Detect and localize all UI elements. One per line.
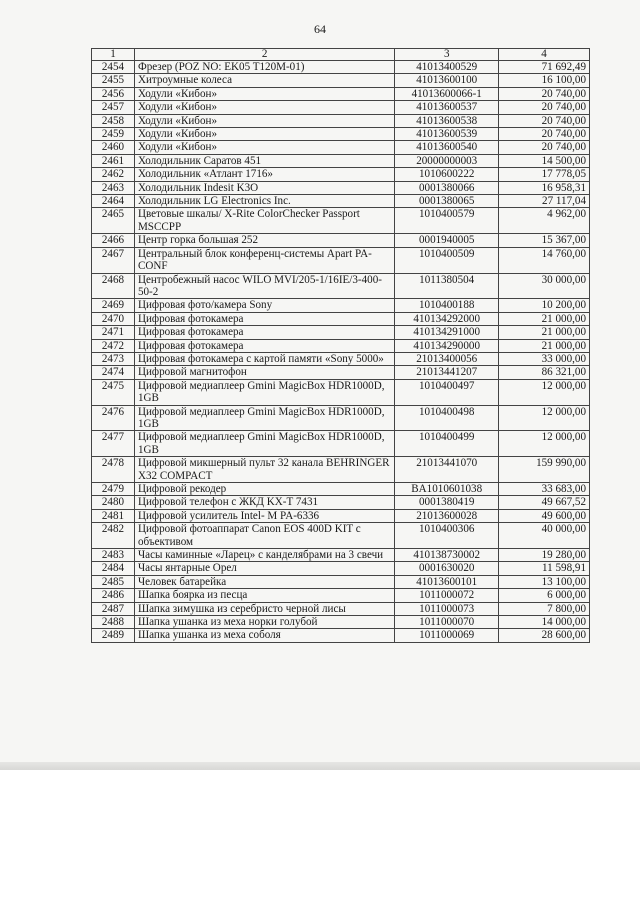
row-number: 2474 xyxy=(92,366,135,379)
table-row xyxy=(92,195,590,208)
item-amount: 14 000,00 xyxy=(499,616,590,629)
table-row xyxy=(92,87,590,100)
item-amount: 10 200,00 xyxy=(499,299,590,312)
table-row xyxy=(92,509,590,522)
item-amount: 159 990,00 xyxy=(499,457,590,483)
inventory-code: 21013600028 xyxy=(395,509,499,522)
row-number: 2484 xyxy=(92,562,135,575)
inventory-code: 0001630020 xyxy=(395,562,499,575)
table-row xyxy=(92,589,590,602)
item-amount: 20 740,00 xyxy=(499,87,590,100)
item-amount: 21 000,00 xyxy=(499,326,590,339)
item-amount: 7 800,00 xyxy=(499,602,590,615)
row-number: 2466 xyxy=(92,234,135,247)
item-amount: 13 100,00 xyxy=(499,575,590,588)
item-name: Холодильник LG Electronics Inc. xyxy=(134,195,394,208)
item-amount: 20 740,00 xyxy=(499,128,590,141)
item-amount: 4 962,00 xyxy=(499,208,590,234)
inventory-code: 1011000070 xyxy=(395,616,499,629)
item-name: Центр горка большая 252 xyxy=(134,234,394,247)
table-row xyxy=(92,234,590,247)
row-number: 2461 xyxy=(92,154,135,167)
row-number: 2486 xyxy=(92,589,135,602)
inventory-code: 410134290000 xyxy=(395,339,499,352)
item-name: Цветовые шкалы/ X-Rite ColorChecker Passport MSCCPP xyxy=(134,208,394,234)
row-number: 2464 xyxy=(92,195,135,208)
item-amount: 28 600,00 xyxy=(499,629,590,642)
row-number: 2485 xyxy=(92,575,135,588)
row-number: 2478 xyxy=(92,457,135,483)
row-number: 2458 xyxy=(92,114,135,127)
row-number: 2470 xyxy=(92,312,135,325)
row-number: 2465 xyxy=(92,208,135,234)
table-row xyxy=(92,312,590,325)
item-name: Ходули «Кибон» xyxy=(134,141,394,154)
row-number: 2479 xyxy=(92,483,135,496)
item-name: Центральный блок конференц-системы Apart PA-CONF xyxy=(134,247,394,273)
table-row xyxy=(92,366,590,379)
item-amount: 6 000,00 xyxy=(499,589,590,602)
item-name: Цифровой магнитофон xyxy=(134,366,394,379)
item-amount: 12 000,00 xyxy=(499,379,590,405)
row-number: 2457 xyxy=(92,101,135,114)
table-row xyxy=(92,168,590,181)
table-row xyxy=(92,247,590,273)
row-number: 2455 xyxy=(92,74,135,87)
inventory-code: 0001380066 xyxy=(395,181,499,194)
item-name: Цифровая фото/камера Sony xyxy=(134,299,394,312)
inventory-code: 41013600540 xyxy=(395,141,499,154)
item-name: Ходули «Кибон» xyxy=(134,87,394,100)
item-name: Шапка зимушка из серебристо черной лисы xyxy=(134,602,394,615)
item-amount: 14 500,00 xyxy=(499,154,590,167)
item-name: Хитроумные колеса xyxy=(134,74,394,87)
item-name: Цифровая фотокамера xyxy=(134,312,394,325)
inventory-code: 1010400499 xyxy=(395,431,499,457)
row-number: 2454 xyxy=(92,61,135,74)
inventory-code: 0001940005 xyxy=(395,234,499,247)
inventory-code: 1010400579 xyxy=(395,208,499,234)
item-name: Цифровой усилитель Intel- M PA-6336 xyxy=(134,509,394,522)
inventory-code: 41013600100 xyxy=(395,74,499,87)
item-name: Цифровой фотоаппарат Canon EOS 400D KIT с объективом xyxy=(134,523,394,549)
item-name: Шапка ушанка из меха соболя xyxy=(134,629,394,642)
item-amount: 71 692,49 xyxy=(499,61,590,74)
table-row xyxy=(92,629,590,642)
table-row xyxy=(92,352,590,365)
item-amount: 30 000,00 xyxy=(499,273,590,299)
item-amount: 17 778,05 xyxy=(499,168,590,181)
inventory-code: 1010400497 xyxy=(395,379,499,405)
row-number: 2471 xyxy=(92,326,135,339)
table-row xyxy=(92,602,590,615)
table-row xyxy=(92,549,590,562)
table-row xyxy=(92,523,590,549)
table-row xyxy=(92,616,590,629)
table-row xyxy=(92,299,590,312)
table-row xyxy=(92,61,590,74)
column-header-amount: 4 xyxy=(499,49,590,61)
item-amount: 11 598,91 xyxy=(499,562,590,575)
item-amount: 12 000,00 xyxy=(499,405,590,431)
item-amount: 19 280,00 xyxy=(499,549,590,562)
table-row xyxy=(92,114,590,127)
column-header-name: 2 xyxy=(134,49,394,61)
item-name: Цифровой медиаплеер Gmini MagicBox HDR1000D, 1GB xyxy=(134,431,394,457)
row-number: 2459 xyxy=(92,128,135,141)
item-amount: 40 000,00 xyxy=(499,523,590,549)
table-body xyxy=(92,61,590,643)
item-amount: 49 667,52 xyxy=(499,496,590,509)
inventory-code: 1010400188 xyxy=(395,299,499,312)
inventory-code: 1010400509 xyxy=(395,247,499,273)
row-number: 2472 xyxy=(92,339,135,352)
item-amount: 15 367,00 xyxy=(499,234,590,247)
row-number: 2468 xyxy=(92,273,135,299)
inventory-code: 0001380419 xyxy=(395,496,499,509)
inventory-code: 1010400306 xyxy=(395,523,499,549)
scan-bottom-edge xyxy=(0,762,640,770)
item-amount: 21 000,00 xyxy=(499,312,590,325)
item-amount: 14 760,00 xyxy=(499,247,590,273)
item-name: Цифровая фотокамера xyxy=(134,326,394,339)
item-name: Цифровой микшерный пульт 32 канала BEHRINGER X32 COMPACT xyxy=(134,457,394,483)
row-number: 2480 xyxy=(92,496,135,509)
inventory-code: 20000000003 xyxy=(395,154,499,167)
table-row xyxy=(92,483,590,496)
row-number: 2482 xyxy=(92,523,135,549)
item-name: Шапка боярка из песца xyxy=(134,589,394,602)
item-name: Человек батарейка xyxy=(134,575,394,588)
table-row xyxy=(92,496,590,509)
inventory-code: 1011380504 xyxy=(395,273,499,299)
inventory-code: 1010400498 xyxy=(395,405,499,431)
table-row xyxy=(92,208,590,234)
item-name: Цифровая фотокамера с картой памяти «Sony 5000» xyxy=(134,352,394,365)
row-number: 2475 xyxy=(92,379,135,405)
inventory-code: 41013600537 xyxy=(395,101,499,114)
inventory-code: 410134291000 xyxy=(395,326,499,339)
table-row xyxy=(92,457,590,483)
table-row xyxy=(92,405,590,431)
table-row xyxy=(92,379,590,405)
column-header-code: 3 xyxy=(395,49,499,61)
row-number: 2473 xyxy=(92,352,135,365)
row-number: 2462 xyxy=(92,168,135,181)
inventory-code: 0001380065 xyxy=(395,195,499,208)
inventory-code: 1010600222 xyxy=(395,168,499,181)
row-number: 2489 xyxy=(92,629,135,642)
inventory-code: 1011000069 xyxy=(395,629,499,642)
table-row xyxy=(92,154,590,167)
inventory-code: 21013400056 xyxy=(395,352,499,365)
inventory-code: 410134292000 xyxy=(395,312,499,325)
table-row xyxy=(92,273,590,299)
item-name: Холодильник «Атлант 1716» xyxy=(134,168,394,181)
item-name: Цифровой медиаплеер Gmini MagicBox HDR1000D, 1GB xyxy=(134,379,394,405)
page-number: 64 xyxy=(314,22,326,36)
inventory-code: 41013600101 xyxy=(395,575,499,588)
inventory-code: 1011000073 xyxy=(395,602,499,615)
inventory-code: 41013600066-1 xyxy=(395,87,499,100)
item-name: Цифровая фотокамера xyxy=(134,339,394,352)
item-name: Цифровой телефон с ЖКД KX-T 7431 xyxy=(134,496,394,509)
item-name: Цифровой рекодер xyxy=(134,483,394,496)
table-row xyxy=(92,339,590,352)
item-amount: 20 740,00 xyxy=(499,114,590,127)
inventory-code: 41013400529 xyxy=(395,61,499,74)
inventory-code: BA1010601038 xyxy=(395,483,499,496)
table-row xyxy=(92,74,590,87)
item-name: Холодильник Indesit K3O xyxy=(134,181,394,194)
item-name: Фрезер (POZ NO: EK05 T120M-01) xyxy=(134,61,394,74)
row-number: 2469 xyxy=(92,299,135,312)
item-amount: 16 958,31 xyxy=(499,181,590,194)
item-amount: 33 000,00 xyxy=(499,352,590,365)
table-row xyxy=(92,141,590,154)
item-amount: 86 321,00 xyxy=(499,366,590,379)
item-name: Центробежный насос WILO MVI/205-1/16IE/3-400-50-2 xyxy=(134,273,394,299)
table-row xyxy=(92,431,590,457)
inventory-code: 21013441070 xyxy=(395,457,499,483)
item-amount: 27 117,04 xyxy=(499,195,590,208)
table-row xyxy=(92,181,590,194)
row-number: 2456 xyxy=(92,87,135,100)
table-row xyxy=(92,128,590,141)
row-number: 2481 xyxy=(92,509,135,522)
item-amount: 20 740,00 xyxy=(499,101,590,114)
item-amount: 12 000,00 xyxy=(499,431,590,457)
inventory-table xyxy=(91,48,590,643)
row-number: 2487 xyxy=(92,602,135,615)
column-header-number: 1 xyxy=(92,49,135,61)
item-name: Ходули «Кибон» xyxy=(134,128,394,141)
row-number: 2463 xyxy=(92,181,135,194)
row-number: 2477 xyxy=(92,431,135,457)
row-number: 2476 xyxy=(92,405,135,431)
item-name: Цифровой медиаплеер Gmini MagicBox HDR1000D, 1GB xyxy=(134,405,394,431)
table-row xyxy=(92,575,590,588)
inventory-code: 41013600538 xyxy=(395,114,499,127)
inventory-code: 41013600539 xyxy=(395,128,499,141)
item-name: Часы каминные «Ларец» с канделябрами на 3 свечи xyxy=(134,549,394,562)
item-name: Ходули «Кибон» xyxy=(134,101,394,114)
table-row xyxy=(92,562,590,575)
row-number: 2467 xyxy=(92,247,135,273)
row-number: 2488 xyxy=(92,616,135,629)
item-name: Холодильник Саратов 451 xyxy=(134,154,394,167)
row-number: 2460 xyxy=(92,141,135,154)
inventory-code: 410138730002 xyxy=(395,549,499,562)
item-amount: 49 600,00 xyxy=(499,509,590,522)
table-header-row xyxy=(92,49,590,61)
table-row xyxy=(92,326,590,339)
item-amount: 33 683,00 xyxy=(499,483,590,496)
inventory-code: 21013441207 xyxy=(395,366,499,379)
item-name: Часы янтарные Орел xyxy=(134,562,394,575)
item-amount: 21 000,00 xyxy=(499,339,590,352)
inventory-code: 1011000072 xyxy=(395,589,499,602)
table-row xyxy=(92,101,590,114)
item-amount: 16 100,00 xyxy=(499,74,590,87)
item-name: Шапка ушанка из меха норки голубой xyxy=(134,616,394,629)
item-name: Ходули «Кибон» xyxy=(134,114,394,127)
row-number: 2483 xyxy=(92,549,135,562)
item-amount: 20 740,00 xyxy=(499,141,590,154)
